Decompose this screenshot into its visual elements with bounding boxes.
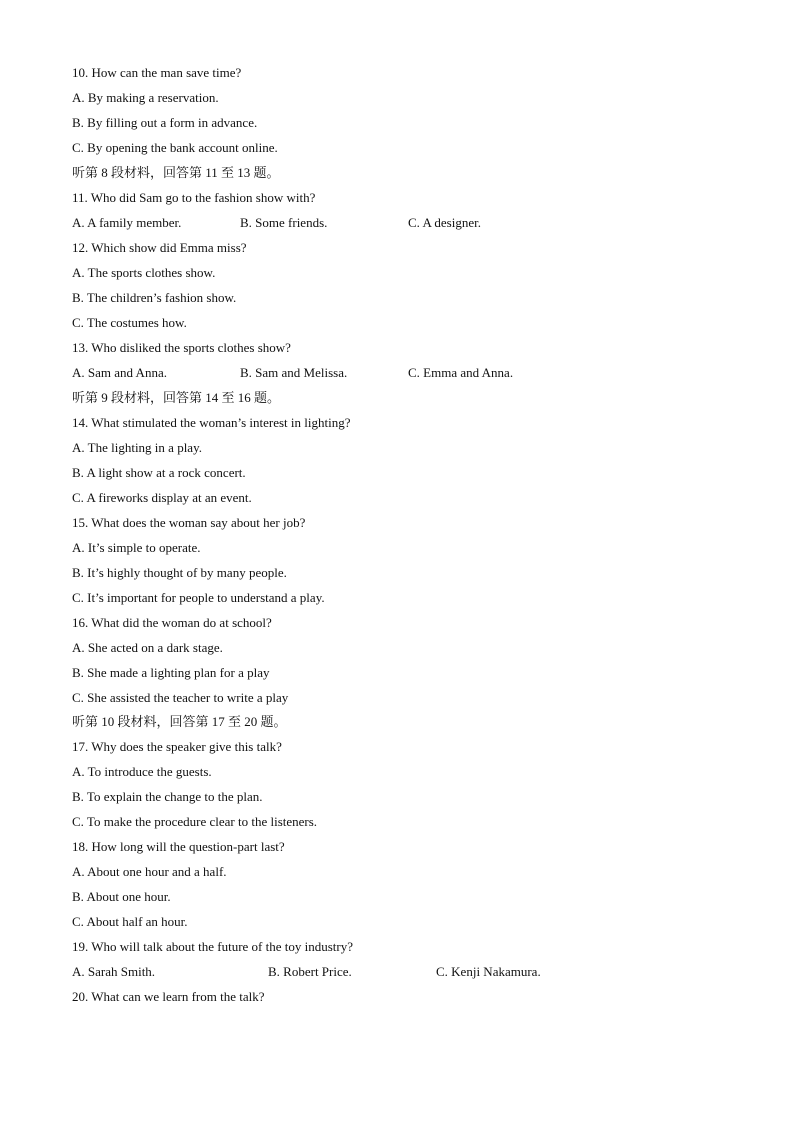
option-a: A. Sam and Anna. [72, 365, 167, 380]
option-b: B. Some friends. [240, 215, 328, 230]
question-20: 20. What can we learn from the talk? [72, 989, 265, 1004]
option-line: A. To introduce the guests. [72, 764, 212, 779]
question-11: 11. Who did Sam go to the fashion show with? [72, 190, 316, 205]
options-row [72, 363, 672, 383]
option-line: C. To make the procedure clear to the listeners. [72, 814, 318, 829]
question-18: 18. How long will the question-part last? [72, 839, 285, 854]
option-line: B. To explain the change to the plan. [72, 789, 263, 804]
option-c: C. Kenji Nakamura. [436, 964, 541, 979]
option-line: B. A light show at a rock concert. [72, 465, 246, 480]
question-15: 15. What does the woman say about her job? [72, 515, 306, 530]
option-b: B. Robert Price. [268, 964, 352, 979]
option-line: A. She acted on a dark stage. [72, 640, 223, 655]
option-line: C. The costumes how. [72, 315, 187, 330]
question-14: 14. What stimulated the woman’s interest in lighting? [72, 415, 351, 430]
option-line: A. By making a reservation. [72, 90, 219, 105]
section-instruction: 听第 8 段材料，回答第 11 至 13 题。 [72, 165, 280, 180]
option-line: C. She assisted the teacher to write a play [72, 690, 289, 705]
option-line: C. A fireworks display at an event. [72, 490, 252, 505]
option-line: B. It’s highly thought of by many people. [72, 565, 287, 580]
option-line: B. She made a lighting plan for a play [72, 665, 270, 680]
question-17: 17. Why does the speaker give this talk? [72, 739, 282, 754]
option-line: A. It’s simple to operate. [72, 540, 201, 555]
option-line: B. By filling out a form in advance. [72, 115, 258, 130]
option-c: C. Emma and Anna. [408, 365, 514, 380]
option-line: A. The sports clothes show. [72, 265, 216, 280]
question-10: 10. How can the man save time? [72, 65, 242, 80]
option-line: C. About half an hour. [72, 914, 188, 929]
option-a: A. A family member. [72, 215, 182, 230]
section-instruction: 听第 9 段材料，回答第 14 至 16 题。 [72, 390, 281, 405]
question-16: 16. What did the woman do at school? [72, 615, 272, 630]
option-a: A. Sarah Smith. [72, 964, 156, 979]
options-row [72, 962, 672, 982]
option-c: C. A designer. [408, 215, 481, 230]
option-b: B. Sam and Melissa. [240, 365, 348, 380]
section-instruction: 听第 10 段材料，回答第 17 至 20 题。 [72, 714, 287, 729]
question-13: 13. Who disliked the sports clothes show? [72, 340, 291, 355]
question-19: 19. Who will talk about the future of the toy industry? [72, 939, 354, 954]
option-line: B. About one hour. [72, 889, 171, 904]
option-line: B. The children’s fashion show. [72, 290, 237, 305]
option-line: A. The lighting in a play. [72, 440, 202, 455]
option-line: C. It’s important for people to understand a play. [72, 590, 325, 605]
question-12: 12. Which show did Emma miss? [72, 240, 247, 255]
option-line: A. About one hour and a half. [72, 864, 227, 879]
options-row [72, 213, 672, 233]
option-line: C. By opening the bank account online. [72, 140, 278, 155]
